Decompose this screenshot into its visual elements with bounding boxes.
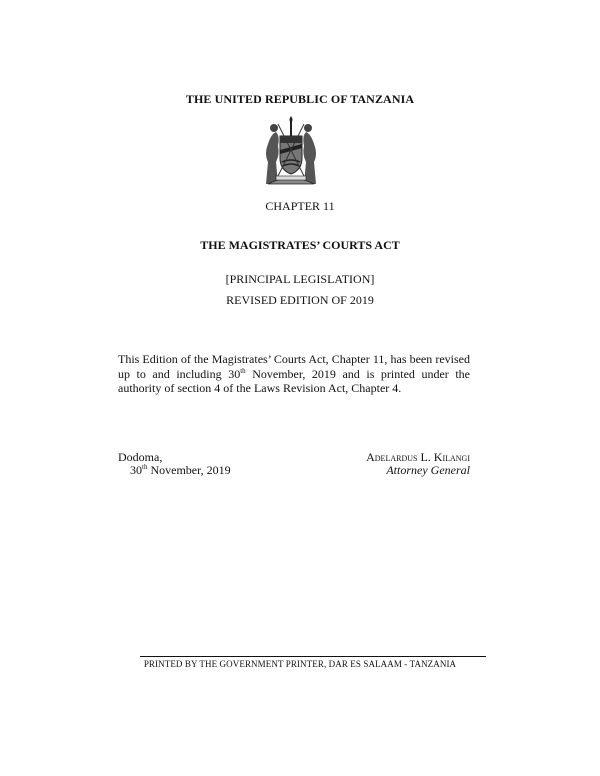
- revision-statement-part2: November, 2019 and is printed under the authority of section 4 of the Laws Revision Act, Chapter 4.: [118, 366, 470, 395]
- signing-date-day: 30: [130, 463, 142, 477]
- chapter-number: CHAPTER 11: [265, 199, 335, 213]
- signing-date-ordinal: th: [142, 463, 148, 471]
- signing-place: Dodoma,: [118, 450, 163, 464]
- revision-statement: [118, 352, 470, 396]
- signing-date-rest: November, 2019: [147, 463, 231, 477]
- principal-legislation-label: [PRINCIPAL LEGISLATION]: [225, 272, 375, 286]
- revised-edition-label: REVISED EDITION OF 2019: [226, 293, 374, 307]
- revision-statement-ordinal: th: [240, 366, 246, 375]
- printer-footer: PRINTED BY THE GOVERNMENT PRINTER, DAR ES SALAAM - TANZANIA: [143, 659, 457, 669]
- coat-of-arms-icon: [256, 114, 326, 186]
- revision-statement-part1: This Edition of the Magistrates’ Courts Act, Chapter 11, has been revised up to and including 30: [118, 352, 470, 381]
- page-title: THE UNITED REPUBLIC OF TANZANIA: [185, 92, 415, 106]
- footer-divider: [140, 656, 486, 657]
- signing-date: [130, 463, 231, 478]
- act-title: THE MAGISTRATES’ COURTS ACT: [200, 238, 400, 252]
- signatory-name: Adelardus L. Kilangi: [366, 450, 470, 464]
- signatory-title: Attorney General: [386, 463, 470, 477]
